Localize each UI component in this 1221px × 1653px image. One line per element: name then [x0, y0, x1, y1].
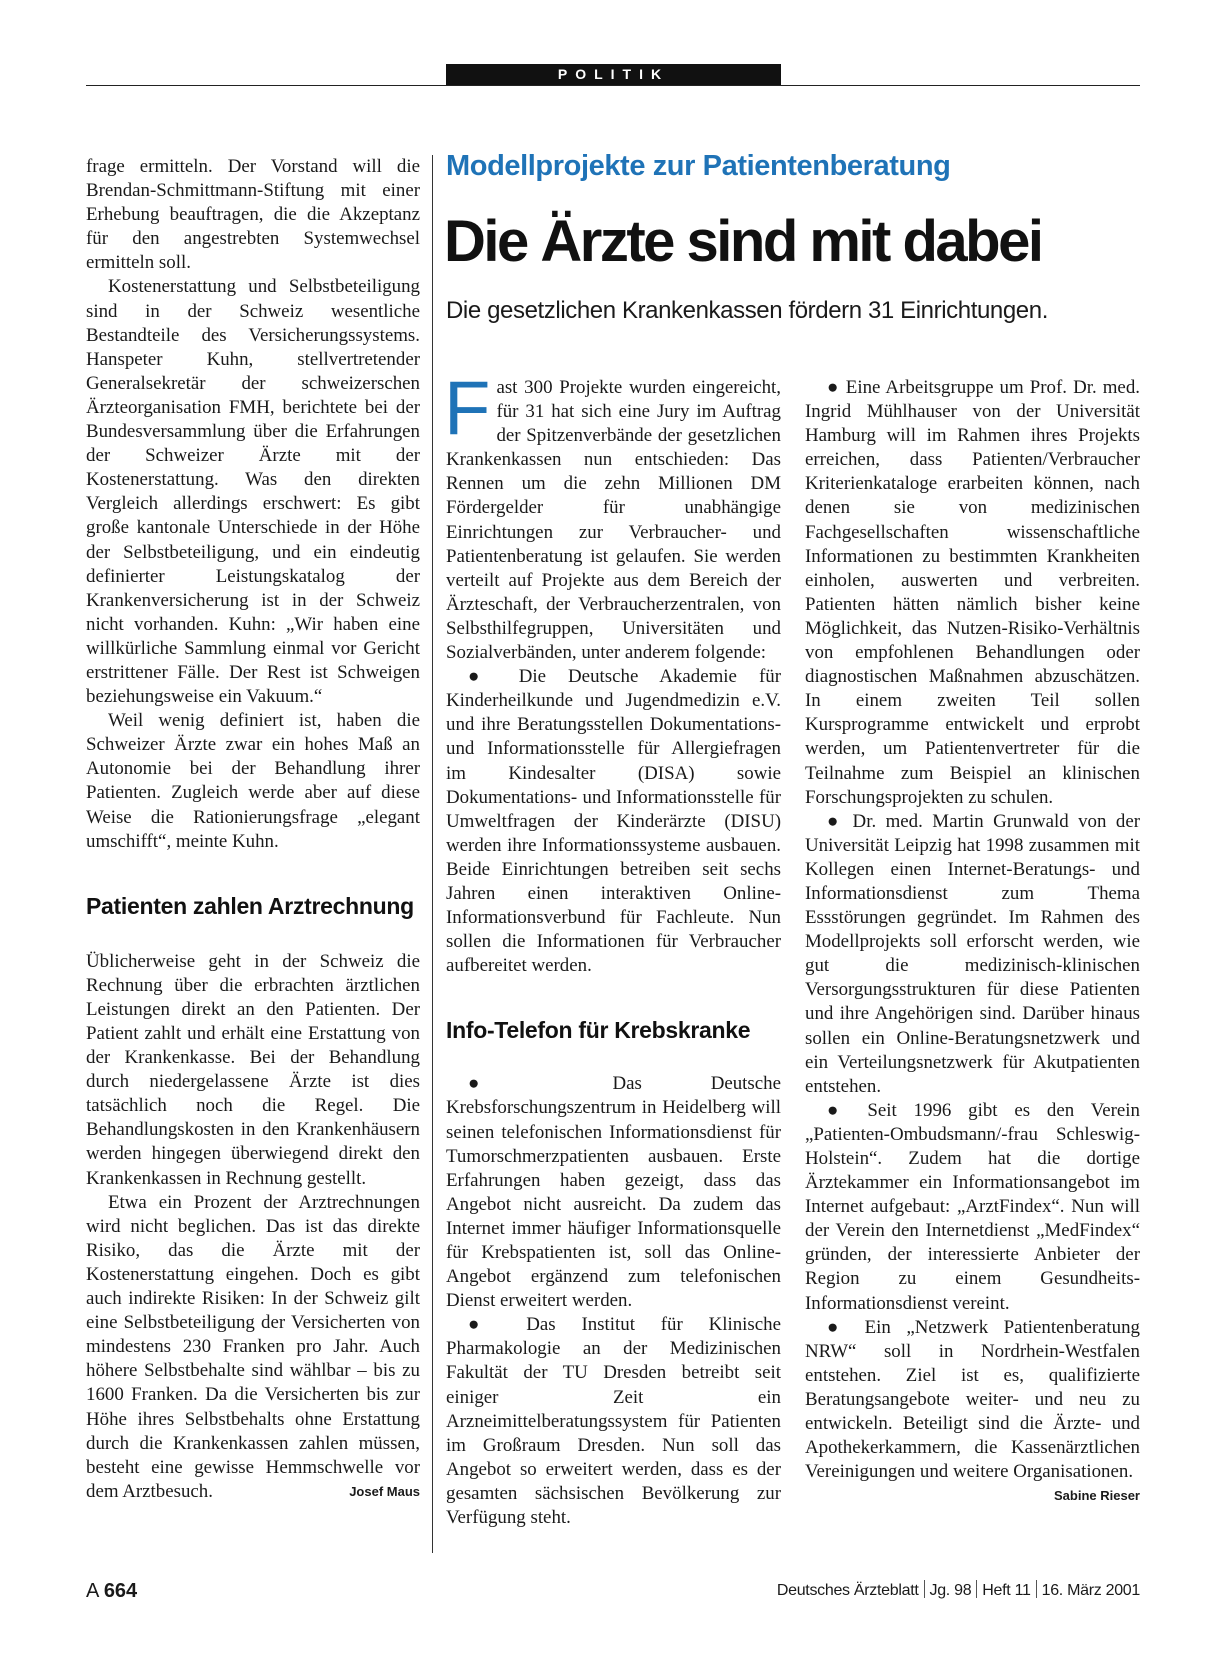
- middle-column: [444, 366, 781, 1530]
- paragraph: [805, 1316, 1140, 1504]
- paragraph: ● Seit 1996 gibt es den Verein „Patienten-Ombudsmann/-frau Schleswig-Holstein“. Zudem hat die dortige Ärztekammer ein Informationsangebot im Internet aufgebaut: „ArztFindex“. Nun will der Verein den Internetdienst „MedFindex“ gründen, der interessierte Anbieter der Region zu einem Gesundheits-Informationsdienst vereint.: [805, 1099, 1140, 1314]
- paragraph-text: Etwa ein Prozent der Arztrechnungen wird nicht beglichen. Das ist das direkte Risiko, das die Ärzte mit der Kostenerstattung eingehen. Doch es gibt auch indirekte Risiken: In der Schweiz gilt eine Selbstbeteiligung der Versicherten von mindestens 230 Franken pro Jahr. Auch höhere Selbstbehalte sind wählbar – bis zu 1600 Franken. Da die Versicherten bis zur Höhe ihres Selbstbehalts ohne Erstattung durch die Krankenkassen zahlen müssen, besteht eine gewisse Hemmschwelle vor dem Arztbesuch.: [86, 1191, 420, 1502]
- paragraph: Weil wenig definiert ist, haben die Schweizer Ärzte zwar ein hohes Maß an Autonomie bei der Behandlung ihrer Patienten. Zugleich werde aber auf diese Weise die Rationierungsfrage „elegant umschifft“, meinte Kuhn.: [86, 710, 420, 852]
- author-byline: Josef Maus: [349, 1483, 420, 1499]
- left-column: [86, 155, 420, 1504]
- right-column: [805, 376, 1140, 1508]
- footer-separator: [976, 1580, 977, 1598]
- journal-footer: [777, 1580, 1140, 1602]
- subheading: Patienten zahlen Arztrechnung: [86, 892, 414, 919]
- footer-separator: [924, 1580, 925, 1598]
- paragraph-text: ● Ein „Netzwerk Patientenberatung NRW“ soll in Nordrhein-Westfalen entstehen. Ziel ist es, qualifizierte Beratungsangebote weiter- und neu zu entwickeln. Beteiligt sind die Ärzte- und Apothekerkammern, die Kassenärztlichen Vereinigungen und weitere Organisationen.: [805, 1316, 1140, 1483]
- paragraph-text: ast 300 Projekte wurden eingereicht, für 31 hat sich eine Jury im Auftrag der Spitzenverbände der gesetzlichen Krankenkassen nun entschieden: Das Rennen um die zehn Millionen DM Fördergelder für unabhängige Einrichtungen zur Verbraucher- und Patientenberatung ist gelaufen. Sie werden verteilt auf Projekte aus dem Bereich der Ärzteschaft, der Verbraucherzentralen, von Selbsthilfegruppen, Universitäten und Sozialverbänden, unter anderem folgende:: [446, 377, 781, 664]
- article-headline: Die Ärzte sind mit dabei: [444, 209, 1042, 274]
- author-byline: Sabine Rieser: [1054, 1488, 1140, 1504]
- footer-separator: [1036, 1580, 1037, 1598]
- paragraph: [86, 1191, 420, 1504]
- section-label: POLITIK: [446, 64, 781, 85]
- article-dek: Die gesetzlichen Krankenkassen fördern 31 Einrichtungen.: [446, 297, 1048, 324]
- drop-cap: F: [444, 366, 491, 451]
- journal-date: 16. März 2001: [1041, 1582, 1140, 1599]
- paragraph: frage ermitteln. Der Vorstand will die Brendan-Schmittmann-Stiftung mit einer Erhebung beauftragen, die die Akzeptanz für den angestrebten Systemwechsel ermitteln soll.: [86, 156, 420, 274]
- article-kicker: Modellprojekte zur Patientenberatung: [446, 150, 951, 182]
- paragraph: ● Dr. med. Martin Grunwald von der Universität Leipzig hat 1998 zusammen mit Kollegen einen Internet-Beratungs- und Informationsdienst zum Thema Essstörungen gegründet. Im Rahmen des Modellprojekts soll erforscht werden, wie gut die medizinisch-klinischen Versorgungsstrukturen für diese Patienten und ihre Angehörigen sind. Darüber hinaus sollen ein Online-Beratungsnetzwerk und ein Verteilungsnetzwerk für Akutpatienten entstehen.: [805, 810, 1140, 1097]
- journal-issue: Heft 11: [982, 1582, 1031, 1599]
- page-number-value: 664: [103, 1580, 138, 1602]
- paragraph: Üblicherweise geht in der Schweiz die Rechnung über die erbrachten ärztlichen Leistungen direkt an den Patienten. Der Patient zahlt und erhält eine Erstattung von der Krankenkasse. Bei der Behandlung durch niedergelassene Ärzte ist dies tatsächlich noch die Regel. Die Behandlungskosten in den Krankenhäusern werden hingegen überwiegend direkt den Krankenkassen in Rechnung gestellt.: [86, 950, 420, 1189]
- intro-paragraph: [444, 366, 781, 665]
- subheading: Info-Telefon für Krebskranke: [446, 1017, 751, 1044]
- journal-volume: Jg. 98: [929, 1582, 972, 1599]
- paragraph: ● Das Deutsche Krebsforschungszentrum in Heidelberg will seinen telefonischen Informationsdienst für Tumorschmerzpatienten ausbauen. Erste Erfahrungen haben gezeigt, dass das Angebot nicht ausreicht. Da zudem das Internet immer häufiger Informationsquelle für Krebspatienten ist, soll das Online-Angebot ergänzend zum telefonischen Dienst erweitert werden.: [446, 1073, 781, 1312]
- journal-name: Deutsches Ärzteblatt: [776, 1582, 919, 1599]
- paragraph: ● Eine Arbeitsgruppe um Prof. Dr. med. Ingrid Mühlhauser von der Universität Hamburg will im Rahmen ihres Projekts erreichen, dass Patienten/Verbraucher Kriterienkataloge erarbeiten können, nach denen sie von medizinischen Fachgesellschaften wissenschaftliche Informationen zu bestimmten Krankheiten einholen, auswerten und verbreiten. Patienten hätten nämlich bisher keine Möglichkeit, das Nutzen-Risiko-Verhältnis von empfohlenen Behandlungen oder diagnostischen Maßnahmen abzuschätzen. In einem zweiten Teil sollen Kursprogramme entwickelt und erprobt werden, um Patientenvertreter für die Teilnahme zum Beispiel an klinischen Forschungsprojekten zu schulen.: [805, 377, 1140, 808]
- paragraph: ● Das Institut für Klinische Pharmakologie an der Medizinischen Fakultät der TU Dresden betreibt seit einiger Zeit ein Arzneimittelberatungssystem für Patienten im Großraum Dresden. Nun soll das Angebot so erweitert werden, dass es der gesamten sächsischen Bevölkerung zur Verfügung steht.: [446, 1314, 781, 1529]
- top-rule: [86, 85, 1140, 86]
- page-prefix: A: [86, 1580, 99, 1602]
- paragraph: Kostenerstattung und Selbstbeteiligung sind in der Schweiz wesentliche Bestandteile des Versicherungssystems. Hanspeter Kuhn, stellvertretender Generalsekretär der schweizerschen Ärzteorganisation FMH, berichtete bei der Bundesversammlung über die Erfahrungen der Schweizer Ärzte mit der Kostenerstattung. Was den direkten Vergleich allerdings erschwert: Es gibt große kantonale Unterschiede in der Höhe der Selbstbeteiligung, und ein eindeutig definierter Leistungskatalog der Krankenversicherung ist in der Schweiz nicht vorhanden. Kuhn: „Wir haben eine willkürliche Sammlung einmal vor Gericht erstrittener Fälle. Der Rest ist Schweigen beziehungsweise ein Vakuum.“: [86, 276, 420, 708]
- paragraph: ● Die Deutsche Akademie für Kinderheilkunde und Jugendmedizin e.V. und ihre Beratungsstellen Dokumentations- und Informationsstelle für Allergiefragen im Kindesalter (DISA) sowie Dokumentations- und Informationsstelle für Umweltfragen der Kinderärzte (DISU) werden ihre Informationssysteme ausbauen. Beide Einrichtungen betreiben seit sechs Jahren einen interaktiven Online-Informationsverbund für Fachleute. Nun sollen die Informationen für Verbraucher aufbereitet werden.: [446, 666, 781, 977]
- column-divider: [432, 155, 433, 1553]
- page-number: [86, 1578, 137, 1604]
